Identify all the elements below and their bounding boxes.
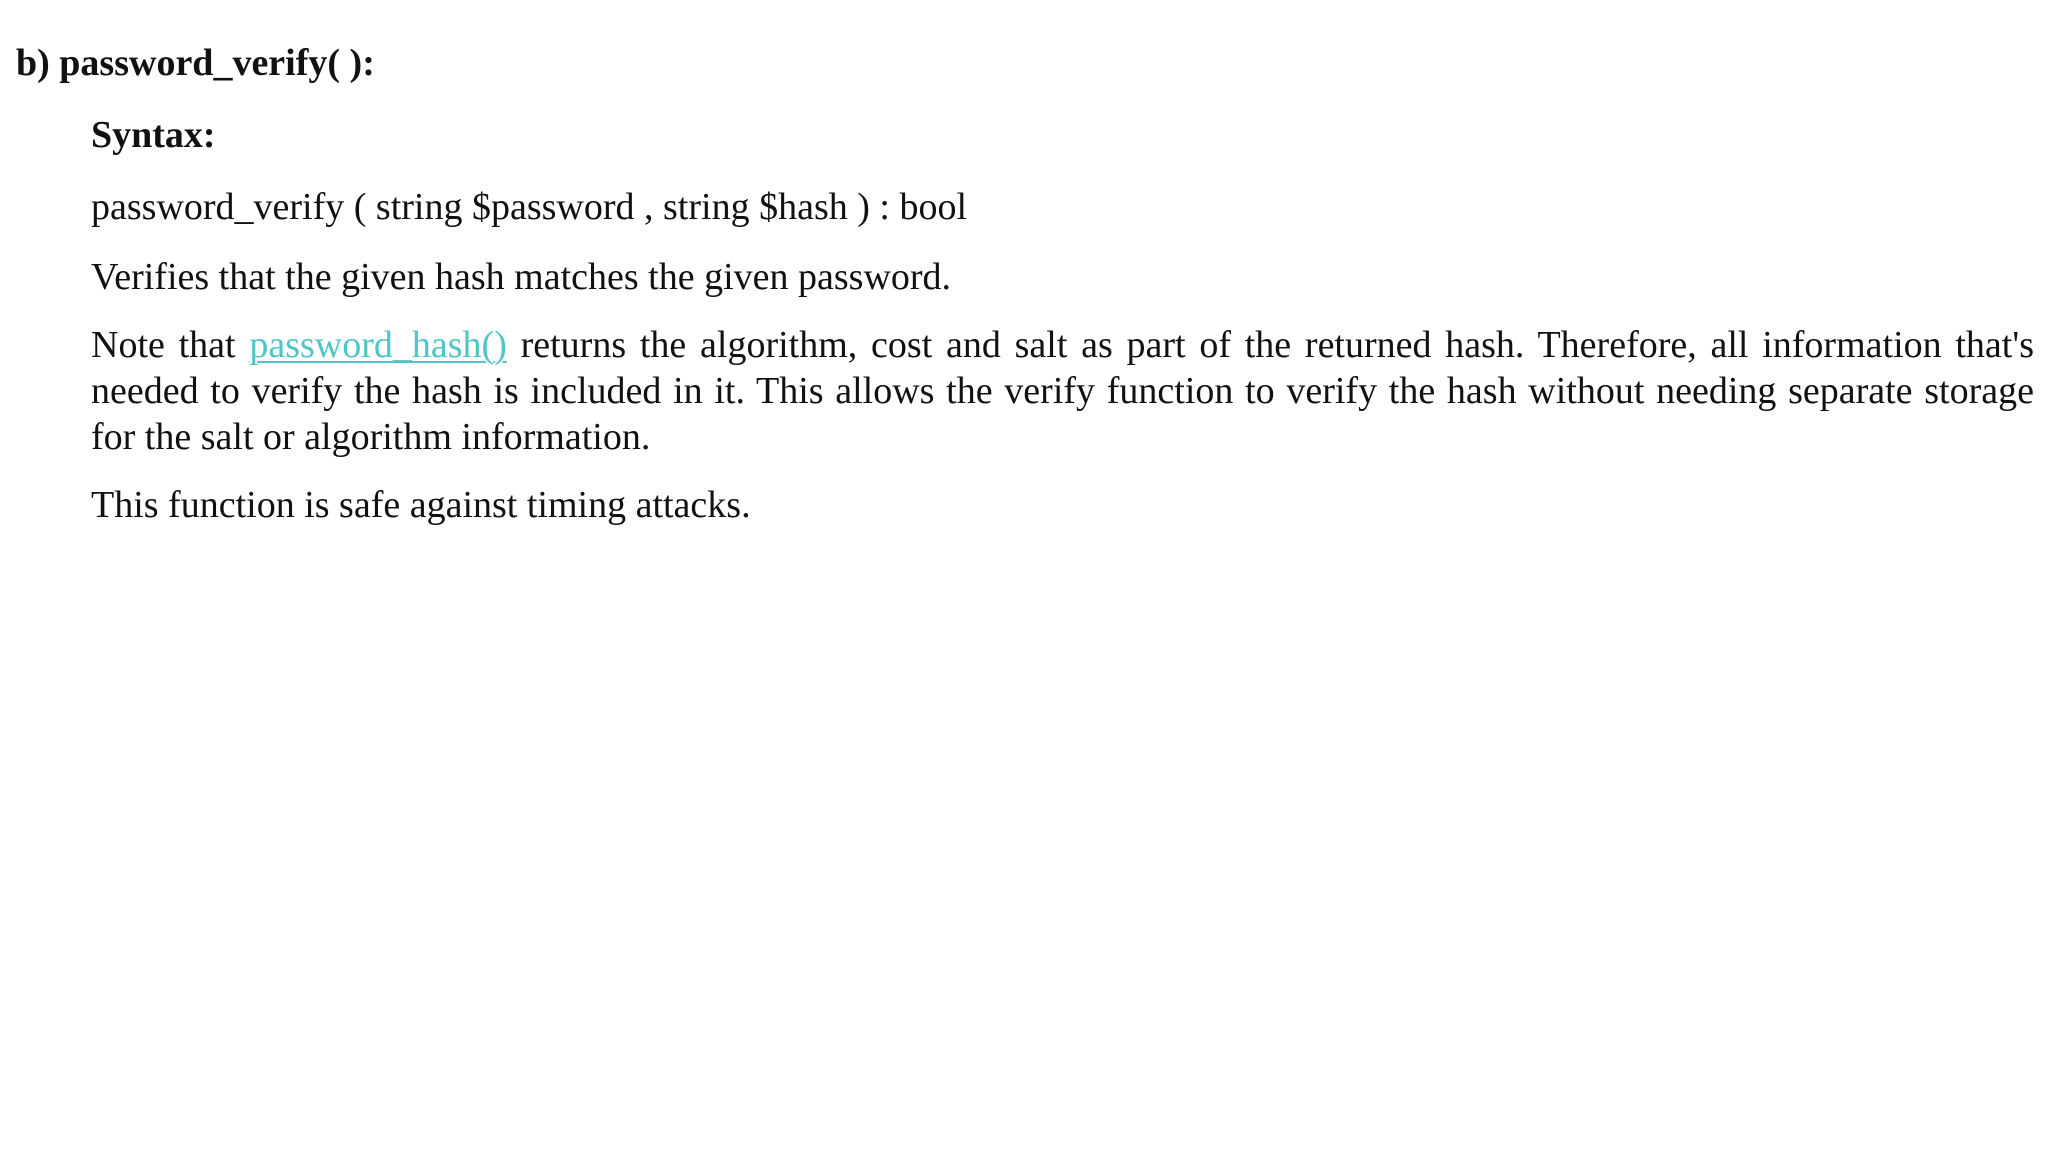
function-description [91, 110, 2034, 528]
note-paragraph [91, 322, 2034, 460]
note-suffix-text: returns the algorithm, cost and salt as part of the returned hash. Therefore, all information that's needed to verify the hash is included in it. This allows the verify function to verify the hash without needing separate storage for the salt or algorithm information. [91, 324, 2034, 458]
section-heading: b) password_verify( ): [16, 42, 375, 84]
syntax-heading: Syntax: [91, 114, 216, 156]
timing-attack-paragraph: This function is safe against timing attacks. [91, 484, 751, 526]
syntax-signature: password_verify ( string $password , string $hash ) : bool [91, 186, 968, 228]
description-paragraph: Verifies that the given hash matches the given password. [91, 256, 952, 298]
password-hash-link[interactable]: password_hash() [249, 324, 507, 366]
note-prefix-text: Note that [91, 324, 250, 366]
